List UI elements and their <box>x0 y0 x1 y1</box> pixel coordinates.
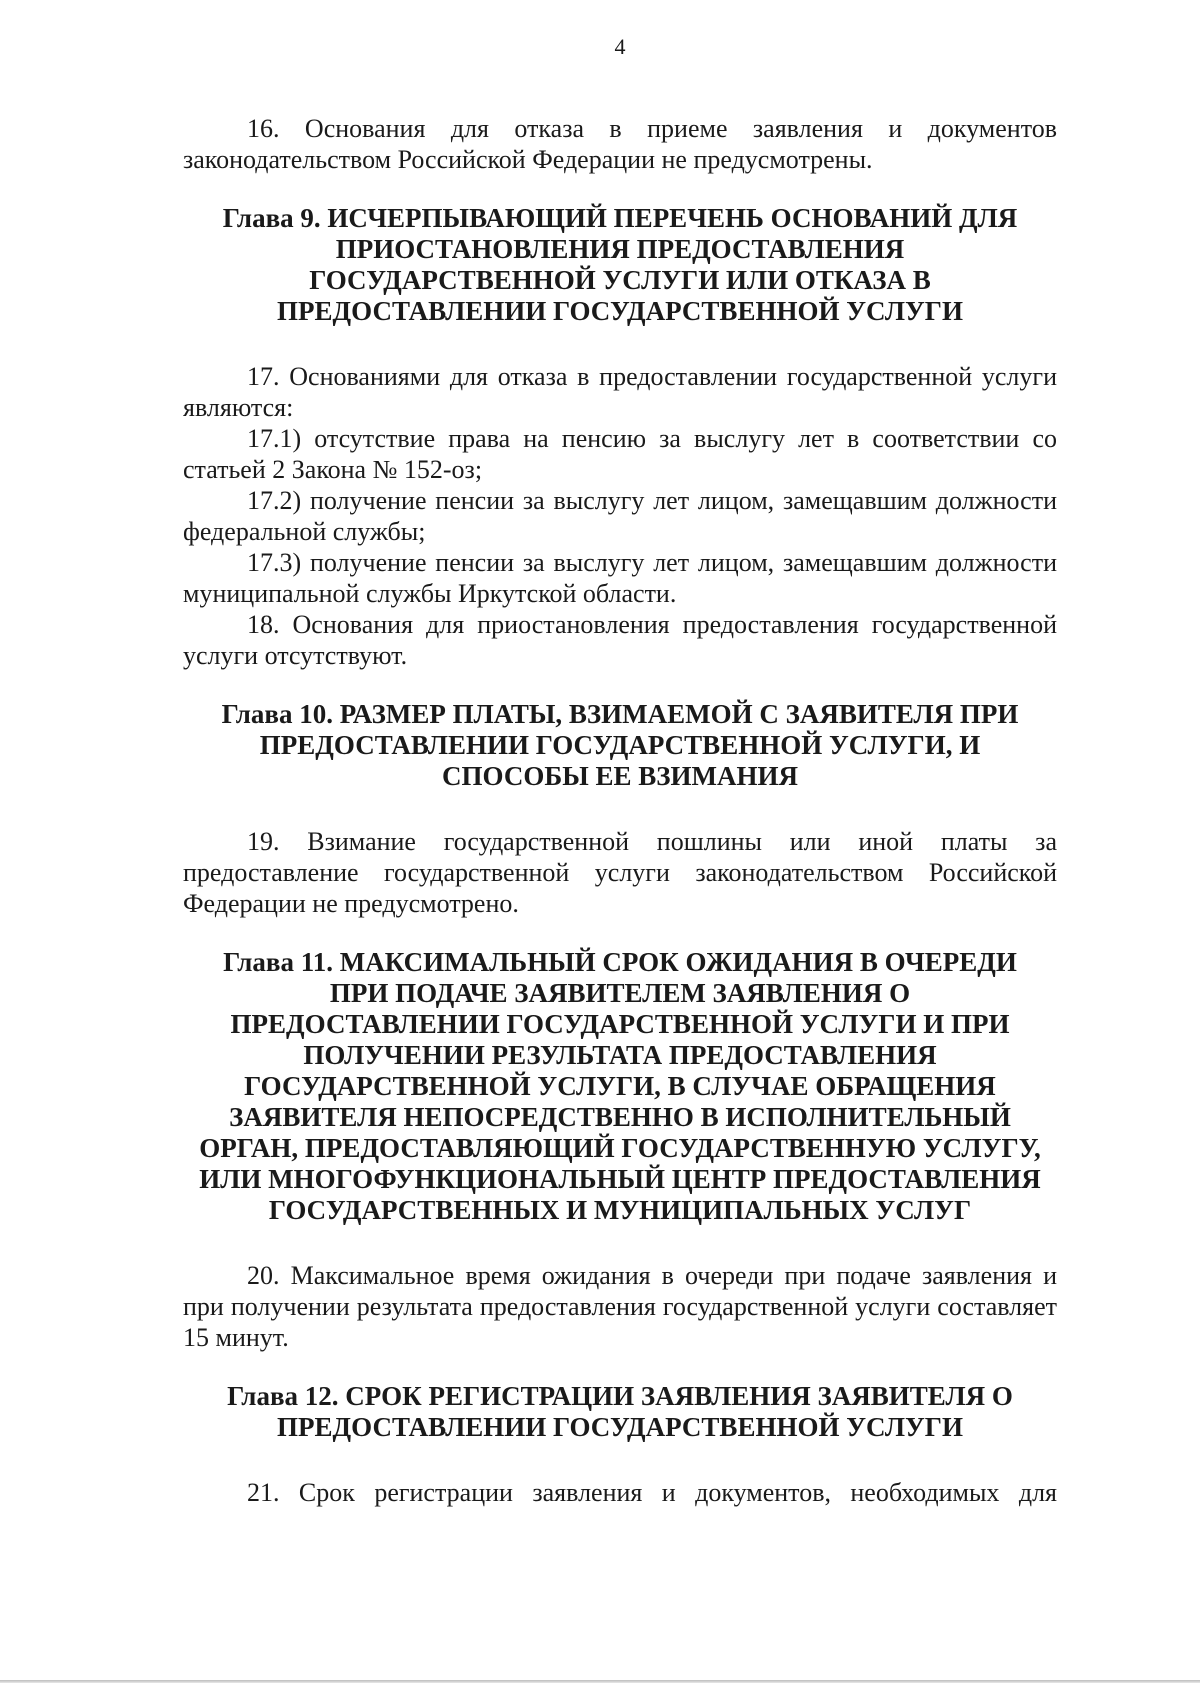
chapter-10-heading: Глава 10. РАЗМЕР ПЛАТЫ, ВЗИМАЕМОЙ С ЗАЯВИТЕЛЯ ПРИ ПРЕДОСТАВЛЕНИИ ГОСУДАРСТВЕННОЙ УСЛУГИ, И СПОСОБЫ ЕЕ ВЗИМАНИЯ <box>221 699 1019 791</box>
paragraph-21: 21. Срок регистрации заявления и документов, необходимых для <box>247 1478 1057 1507</box>
paragraph-18: 18. Основания для приостановления предоставления государственной услуги отсутствуют. <box>183 610 1057 670</box>
document-body <box>183 113 1057 1508</box>
paragraph-20: 20. Максимальное время ожидания в очереди при подаче заявления и при получении результата предоставления государственной услуги составляет 15 минут. <box>183 1261 1057 1352</box>
paragraph-17-2: 17.2) получение пенсии за выслугу лет лицом, замещавшим должности федеральной службы; <box>183 486 1057 546</box>
paragraph-17-1: 17.1) отсутствие права на пенсию за выслугу лет в соответствии со статьей 2 Закона № 152-оз; <box>183 424 1057 484</box>
page-bottom-edge <box>0 1680 1200 1683</box>
paragraph-16: 16. Основания для отказа в приеме заявления и документов законодательством Российской Федерации не предусмотрены. <box>183 114 1057 174</box>
page-number: 4 <box>614 34 626 59</box>
paragraph-17-3: 17.3) получение пенсии за выслугу лет лицом, замещавшим должности муниципальной службы Иркутской области. <box>183 548 1057 608</box>
chapter-11-heading: Глава 11. МАКСИМАЛЬНЫЙ СРОК ОЖИДАНИЯ В ОЧЕРЕДИ ПРИ ПОДАЧЕ ЗАЯВИТЕЛЕМ ЗАЯВЛЕНИЯ О ПРЕДОСТАВЛЕНИИ ГОСУДАРСТВЕННОЙ УСЛУГИ И ПРИ ПОЛУЧЕНИИ РЕЗУЛЬТАТА ПРЕДОСТАВЛЕНИЯ ГОСУДАРСТВЕННОЙ УСЛУГИ, В СЛУЧАЕ ОБРАЩЕНИЯ ЗАЯВИТЕЛЯ НЕПОСРЕДСТВЕННО В ИСПОЛНИТЕЛЬНЫЙ ОРГАН, ПРЕДОСТАВЛЯЮЩИЙ ГОСУДАРСТВЕННУЮ УСЛУГУ, ИЛИ МНОГОФУНКЦИОНАЛЬНЫЙ ЦЕНТР ПРЕДОСТАВЛЕНИЯ ГОСУДАРСТВЕННЫХ И МУНИЦИПАЛЬНЫХ УСЛУГ <box>199 947 1041 1225</box>
paragraph-17: 17. Основаниями для отказа в предоставлении государственной услуги являются: <box>183 362 1057 422</box>
chapter-12-heading: Глава 12. СРОК РЕГИСТРАЦИИ ЗАЯВЛЕНИЯ ЗАЯВИТЕЛЯ О ПРЕДОСТАВЛЕНИИ ГОСУДАРСТВЕННОЙ УСЛУГИ <box>227 1381 1013 1442</box>
chapter-9-heading: Глава 9. ИСЧЕРПЫВАЮЩИЙ ПЕРЕЧЕНЬ ОСНОВАНИЙ ДЛЯ ПРИОСТАНОВЛЕНИЯ ПРЕДОСТАВЛЕНИЯ ГОСУДАРСТВЕННОЙ УСЛУГИ ИЛИ ОТКАЗА В ПРЕДОСТАВЛЕНИИ ГОСУДАРСТВЕННОЙ УСЛУГИ <box>222 203 1018 326</box>
paragraph-19: 19. Взимание государственной пошлины или иной платы за предоставление государственной услуги законодательством Российской Федерации не предусмотрено. <box>183 827 1057 918</box>
